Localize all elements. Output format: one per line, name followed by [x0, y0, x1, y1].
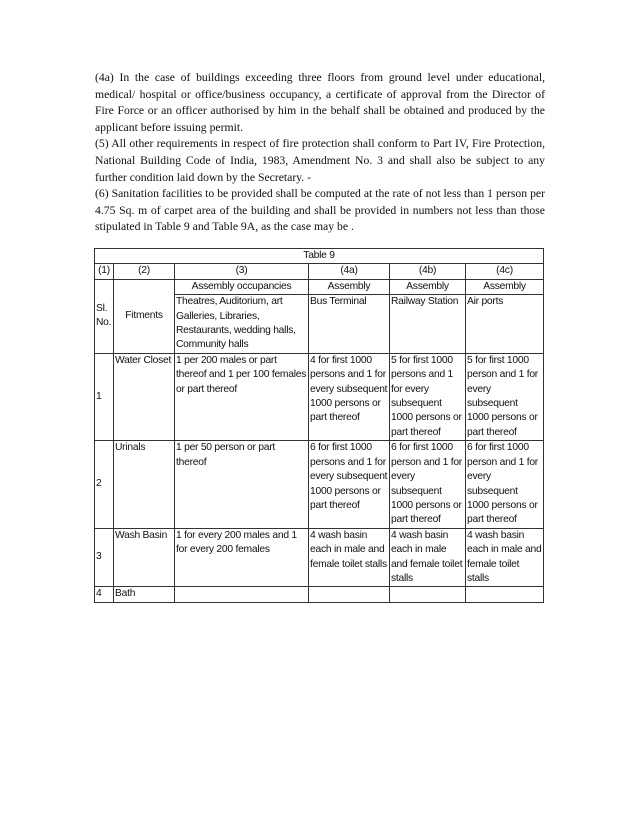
- railway-station-cell: 4 wash basin each in male and female toilet stalls: [390, 528, 466, 587]
- table-row: [95, 353, 544, 440]
- railway-station-cell: [390, 587, 466, 602]
- railway-station-cell: 5 for first 1000 persons and 1 for every subsequent 1000 persons or part thereof: [390, 353, 466, 440]
- bus-terminal-cell: [309, 587, 390, 602]
- airport-cell: [466, 587, 544, 602]
- table-row: [95, 587, 544, 602]
- railway-station-cell: 6 for first 1000 person and 1 for every subsequent 1000 persons or part thereof: [390, 441, 466, 528]
- sl-cell: 2: [95, 441, 114, 528]
- airport-cell: 6 for first 1000 person and 1 for every subsequent 1000 persons or part thereof: [466, 441, 544, 528]
- assembly-cell: 1 for every 200 males and 1 for every 200 females: [175, 528, 309, 587]
- col-number: (3): [175, 264, 309, 279]
- fitments-header: Fitments: [114, 279, 175, 353]
- col4c-subheader: Air ports: [466, 295, 544, 354]
- paragraph-6: (6) Sanitation facilities to be provided shall be computed at the rate of not less than 1 person per 4.75 Sq. m of carpet area of the building and shall be provided in numbers not less than those stipulated in Table 9 and Table 9A, as the case may be .: [95, 187, 545, 234]
- col-number: (4b): [390, 264, 466, 279]
- col3-subheader: Theatres, Auditorium, art Galleries, Libraries, Restaurants, wedding halls, Community halls: [175, 295, 309, 354]
- table-title: Table 9: [95, 249, 544, 264]
- header-row-top: [95, 279, 544, 294]
- airport-cell: 4 wash basin each in male and female toilet stalls: [466, 528, 544, 587]
- fitment-cell: Urinals: [114, 441, 175, 528]
- bus-terminal-cell: 4 for first 1000 persons and 1 for every subsequent 1000 persons or part thereof: [309, 353, 390, 440]
- col-number: (4c): [466, 264, 544, 279]
- table-title-row: [95, 249, 544, 264]
- column-number-row: [95, 264, 544, 279]
- col4c-header: Assembly: [466, 279, 544, 294]
- paragraph-4a: (4a) In the case of buildings exceeding three floors from ground level under educational, medical/ hospital or office/business occupancy, a certificate of approval from the Director of Fire Force or an officer authorised by him in the behalf shall be obtained and produced by the applicant before issuing permit.: [95, 71, 545, 134]
- fitment-cell: Water Closet: [114, 353, 175, 440]
- table-row: [95, 528, 544, 587]
- sl-no-header: Sl. No.: [95, 279, 114, 353]
- bus-terminal-cell: 6 for first 1000 persons and 1 for every subsequent 1000 persons or part thereof: [309, 441, 390, 528]
- col4b-header: Assembly: [390, 279, 466, 294]
- col4a-header: Assembly: [309, 279, 390, 294]
- fitment-cell: Wash Basin: [114, 528, 175, 587]
- col4a-subheader: Bus Terminal: [309, 295, 390, 354]
- paragraph-5: (5) All other requirements in respect of fire protection shall conform to Part IV, Fire Protection, National Building Code of India, 1983, Amendment No. 3 and shall also be subject to any further condition laid down by the Secretary. -: [95, 137, 545, 184]
- sl-cell: 4: [95, 587, 114, 602]
- col-number: (1): [95, 264, 114, 279]
- table-9: [94, 248, 544, 603]
- body-text: [95, 70, 545, 236]
- col3-header: Assembly occupancies: [175, 279, 309, 294]
- col-number: (2): [114, 264, 175, 279]
- sl-cell: 3: [95, 528, 114, 587]
- col-number: (4a): [309, 264, 390, 279]
- bus-terminal-cell: 4 wash basin each in male and female toilet stalls: [309, 528, 390, 587]
- fitment-cell: Bath: [114, 587, 175, 602]
- assembly-cell: 1 per 200 males or part thereof and 1 per 100 females or part thereof: [175, 353, 309, 440]
- table-row: [95, 441, 544, 528]
- airport-cell: 5 for first 1000 person and 1 for every subsequent 1000 persons or part thereof: [466, 353, 544, 440]
- assembly-cell: [175, 587, 309, 602]
- col4b-subheader: Railway Station: [390, 295, 466, 354]
- assembly-cell: 1 per 50 person or part thereof: [175, 441, 309, 528]
- sl-cell: 1: [95, 353, 114, 440]
